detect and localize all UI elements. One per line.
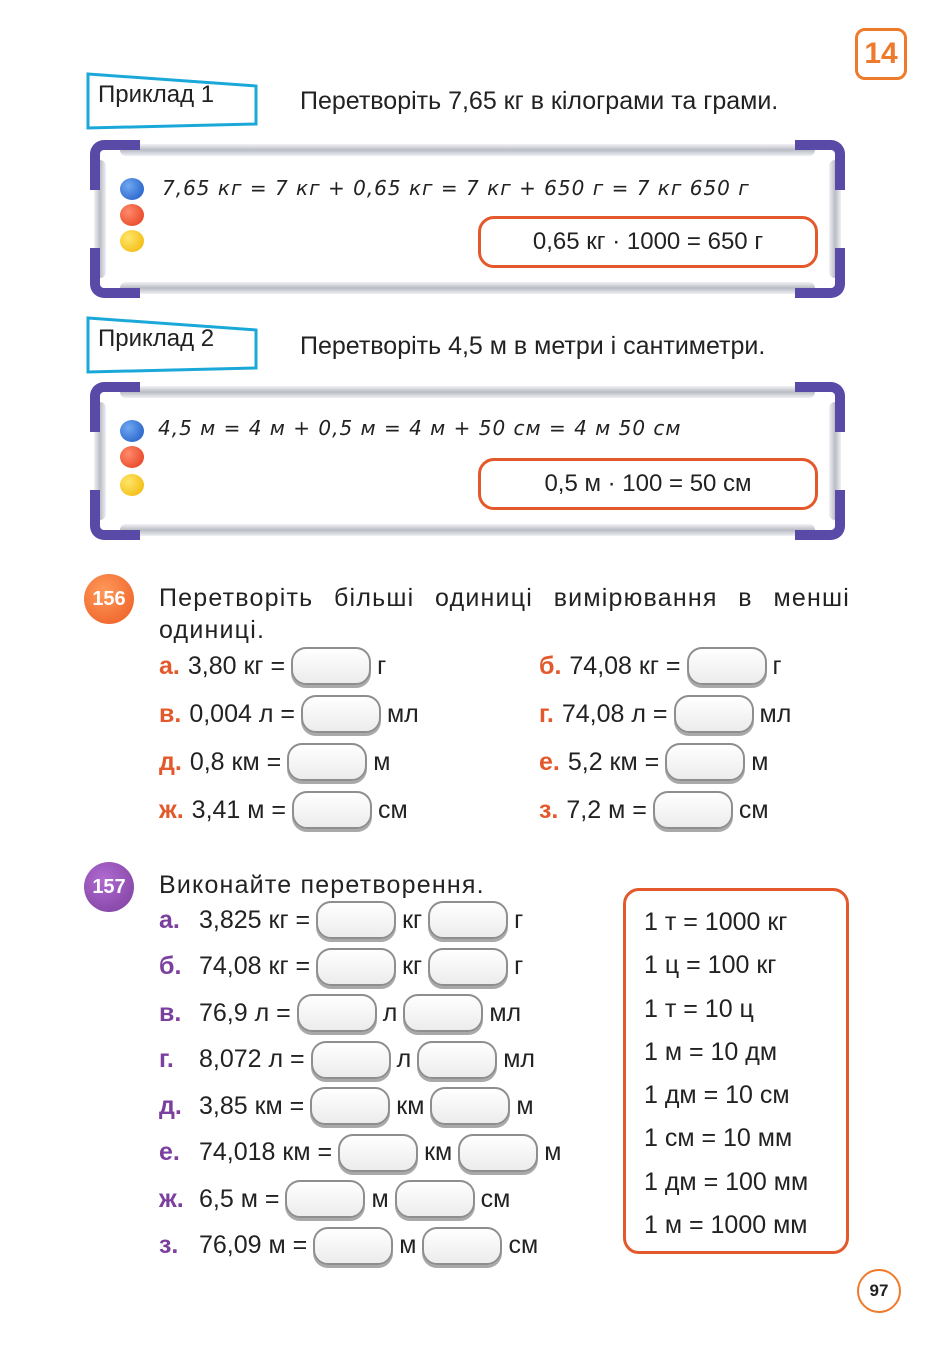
red-dot-icon [120, 204, 144, 226]
answer-input[interactable] [403, 994, 483, 1032]
answer-input[interactable] [285, 1180, 365, 1218]
exercise157-item [159, 900, 523, 940]
reference-line: 1 дм = 100 мм [644, 1167, 809, 1196]
answer-input[interactable] [313, 1227, 393, 1265]
answer-input[interactable] [395, 1180, 475, 1218]
answer-input[interactable] [292, 791, 372, 829]
exercise157-item [159, 947, 523, 987]
item-unit1: кг [402, 905, 423, 934]
answer-input[interactable] [287, 743, 367, 781]
exercise156-item [539, 742, 768, 782]
answer-input[interactable] [316, 948, 396, 986]
item-unit: см [738, 795, 769, 824]
item-unit2: г [514, 905, 524, 934]
item-expr: 74,018 км = [199, 1138, 333, 1166]
item-expr: 7,2 м = [566, 795, 647, 824]
item-expr: 0,004 л = [189, 699, 295, 728]
item-expr: 76,09 м = [199, 1231, 308, 1259]
reference-line: 1 т = 1000 кг [644, 908, 788, 936]
item-expr: 6,5 м = [199, 1184, 280, 1213]
item-unit: г [377, 651, 387, 680]
item-unit: мл [386, 699, 419, 728]
item-unit: м [373, 747, 391, 776]
board-rail [120, 144, 815, 156]
exercise157-number: 157 [84, 862, 134, 912]
example2-tag-label: Приклад 2 [98, 325, 215, 352]
board-corner [90, 490, 140, 540]
answer-input[interactable] [665, 743, 745, 781]
blue-dot-icon [120, 420, 144, 442]
item-letter: а. [159, 905, 180, 934]
item-unit2: м [544, 1138, 562, 1166]
item-unit1: л [382, 998, 398, 1027]
item-expr: 74,08 кг = [569, 651, 681, 680]
item-expr: 3,85 км = [199, 1091, 305, 1120]
answer-input[interactable] [291, 647, 371, 685]
exercise156-item [159, 694, 419, 734]
answer-input[interactable] [310, 1087, 390, 1125]
item-unit: г [772, 651, 782, 680]
board-rail [120, 386, 815, 398]
item-unit2: м [516, 1091, 534, 1120]
exercise157-item [159, 1226, 538, 1266]
item-unit1: км [396, 1091, 425, 1120]
reference-line: 1 т = 10 ц [644, 994, 754, 1023]
page-number: 97 [857, 1269, 901, 1313]
conversion-reference-box [623, 888, 849, 1254]
item-expr: 5,2 км = [567, 747, 660, 776]
exercise157-item [159, 1179, 510, 1219]
answer-input[interactable] [687, 647, 767, 685]
example2-work: 4,5 м = 4 м + 0,5 м = 4 м + 50 см = 4 м 50 см [158, 416, 682, 440]
example2-calc: 0,5 м · 100 = 50 см [478, 458, 818, 510]
example1-tag-label: Приклад 1 [98, 81, 215, 108]
item-letter: е. [159, 1138, 180, 1166]
item-letter: б. [539, 651, 562, 680]
item-letter: з. [539, 795, 559, 824]
item-expr: 74,08 л = [561, 699, 668, 728]
answer-input[interactable] [417, 1041, 497, 1079]
example1-task: Перетворіть 7,65 кг в кілограми та грами. [300, 87, 779, 115]
yellow-dot-icon [120, 474, 144, 496]
board-rail [120, 524, 815, 536]
reference-line: 1 см = 10 мм [644, 1124, 793, 1153]
answer-input[interactable] [422, 1227, 502, 1265]
board-corner [795, 382, 845, 432]
item-expr: 0,8 км = [189, 747, 282, 776]
exercise156-item [159, 646, 386, 686]
reference-line: 1 м = 1000 мм [644, 1211, 808, 1240]
item-unit1: л [396, 1045, 412, 1073]
answer-input[interactable] [428, 901, 508, 939]
answer-input[interactable] [311, 1041, 391, 1079]
exercise156-text: Перетворіть більші одиниці вимірювання в менші одиниці. [159, 584, 850, 644]
item-unit2: см [508, 1231, 539, 1259]
answer-input[interactable] [458, 1134, 538, 1172]
example1-work: 7,65 кг = 7 кг + 0,65 кг = 7 кг + 650 г = 7 кг 650 г [162, 176, 750, 200]
answer-input[interactable] [297, 994, 377, 1032]
exercise156-item [539, 646, 782, 686]
reference-line: 1 ц = 100 кг [644, 951, 777, 980]
example2-board [90, 382, 845, 540]
item-unit: см [378, 795, 408, 824]
answer-input[interactable] [338, 1134, 418, 1172]
item-expr: 3,41 м = [191, 795, 287, 824]
item-letter: ж. [159, 1184, 184, 1213]
item-unit2: г [514, 952, 524, 980]
item-letter: г. [539, 699, 554, 728]
item-expr: 8,072 л = [199, 1045, 305, 1073]
answer-input[interactable] [428, 948, 508, 986]
board-rail [120, 282, 815, 294]
item-expr: 3,825 кг = [199, 905, 311, 934]
exercise157-text: Виконайте перетворення. [159, 871, 485, 899]
example1-board [90, 140, 845, 298]
item-letter: г. [159, 1045, 174, 1073]
answer-input[interactable] [316, 901, 396, 939]
answer-input[interactable] [301, 695, 381, 733]
exercise156-item [539, 790, 769, 830]
exercise157-item [159, 1086, 534, 1126]
item-letter: в. [159, 699, 182, 728]
exercise156-item [539, 694, 791, 734]
item-letter: е. [539, 747, 560, 776]
item-letter: а. [159, 651, 180, 680]
item-unit1: м [399, 1231, 417, 1259]
item-unit2: см [480, 1184, 511, 1213]
answer-input[interactable] [430, 1087, 510, 1125]
reference-line: 1 дм = 10 см [644, 1081, 790, 1110]
item-expr: 3,80 кг = [187, 651, 286, 680]
reference-line: 1 м = 10 дм [644, 1037, 778, 1066]
item-unit1: км [424, 1138, 453, 1166]
item-unit1: м [371, 1184, 389, 1213]
exercise157-item [159, 1040, 535, 1080]
item-expr: 76,9 л = [199, 998, 291, 1027]
item-letter: б. [159, 952, 182, 980]
exercise157-item [159, 993, 521, 1033]
example1-tag [86, 72, 262, 118]
blue-dot-icon [120, 178, 144, 200]
example1-calc: 0,65 кг · 1000 = 650 г [478, 216, 818, 268]
exercise157-item [159, 1133, 561, 1173]
item-unit: м [751, 747, 769, 776]
item-letter: ж. [159, 795, 184, 824]
yellow-dot-icon [120, 230, 144, 252]
item-expr: 74,08 кг = [199, 952, 311, 980]
example2-tag [86, 316, 262, 362]
item-unit2: мл [489, 998, 522, 1027]
answer-input[interactable] [674, 695, 754, 733]
board-corner [795, 140, 845, 190]
exercise156-item [159, 742, 390, 782]
example2-task: Перетворіть 4,5 м в метри і сантиметри. [300, 332, 766, 360]
item-unit2: мл [503, 1045, 536, 1073]
item-letter: д. [159, 747, 182, 776]
item-letter: в. [159, 998, 182, 1027]
exercise156-item [159, 790, 408, 830]
exercise156-number: 156 [84, 574, 134, 624]
item-unit1: кг [402, 952, 423, 980]
answer-input[interactable] [653, 791, 733, 829]
item-letter: з. [159, 1231, 179, 1259]
item-letter: д. [159, 1091, 182, 1120]
item-unit: мл [759, 699, 792, 728]
red-dot-icon [120, 446, 144, 468]
board-corner [90, 248, 140, 298]
chapter-badge: 14 [855, 28, 907, 80]
